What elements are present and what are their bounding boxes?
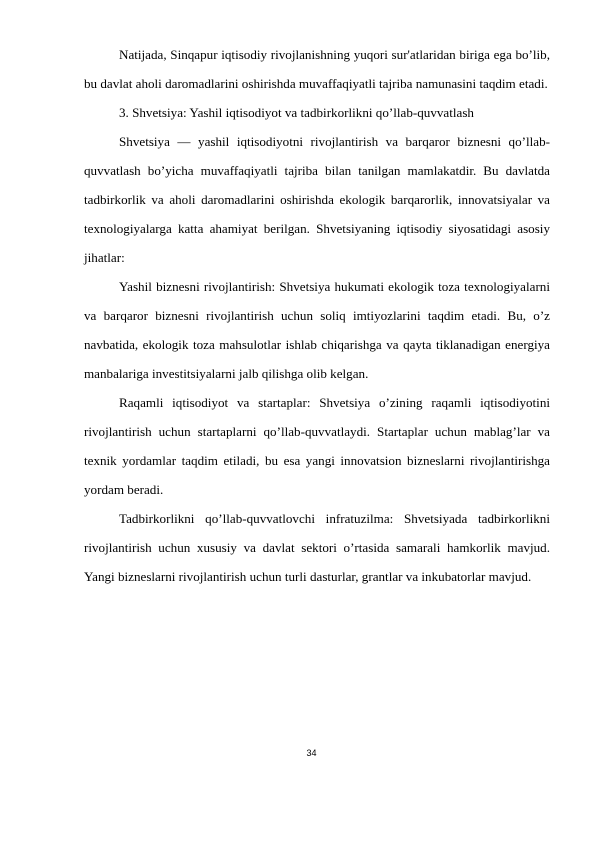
page-number: 34 <box>306 748 317 758</box>
paragraph-infrastructure: Tadbirkorlikni qo’llab-quvvatlovchi infratuzilma: Shvetsiyada tadbirkorlikni rivojlantirish uchun xususiy va davlat sektori o’rtasida samarali hamkorlik mavjud. Yangi bizneslarni rivojlantirish uchun turli dasturlar, grantlar va inkubatorlar mavjud. <box>84 511 550 584</box>
paragraph-green-business: Yashil biznesni rivojlantirish: Shvetsiya hukumati ekologik toza texnologiyalarni va barqaror biznesni rivojlantirish uchun soliq imtiyozlarini taqdim etadi. Bu, o’z navbatida, ekologik toza mahsulotlar ishlab chiqarishga va qayta tiklanadigan energiya manbalariga investitsiyalarni jalb qilishga olib kelgan. <box>84 279 550 381</box>
paragraph-digital-economy: Raqamli iqtisodiyot va startaplar: Shvetsiya o’zining raqamli iqtisodiyotini rivojlantirish uchun startaplarni qo’llab-quvvatlaydi. Startaplar uchun mablag’lar va texnik yordamlar taqdim etiladi, bu esa yangi innovatsion bizneslarni rivojlantirishga yordam beradi. <box>84 395 550 497</box>
page-content <box>84 40 550 591</box>
paragraph-conclusion-singapore: Natijada, Sinqapur iqtisodiy rivojlanishning yuqori sur'atlaridan biriga ega bo’lib, bu davlat aholi daromadlarini oshirishda muvaffaqiyatli tajriba namunasini taqdim etadi. <box>84 47 550 91</box>
section-heading-sweden: 3. Shvetsiya: Yashil iqtisodiyot va tadbirkorlikni qo’llab-quvvatlash <box>119 105 474 120</box>
paragraph-sweden-intro: Shvetsiya — yashil iqtisodiyotni rivojlantirish va barqaror biznesni qo’llab-quvvatlash bo’yicha muvaffaqiyatli tajriba bilan tanilgan mamlakatdir. Bu davlatda tadbirkorlik va aholi daromadlarini oshirishda ekologik barqarorlik, innovatsiyalar va texnologiyalarga katta ahamiyat berilgan. Shvetsiyaning iqtisodiy siyosatidagi asosiy jihatlar: <box>84 134 550 265</box>
